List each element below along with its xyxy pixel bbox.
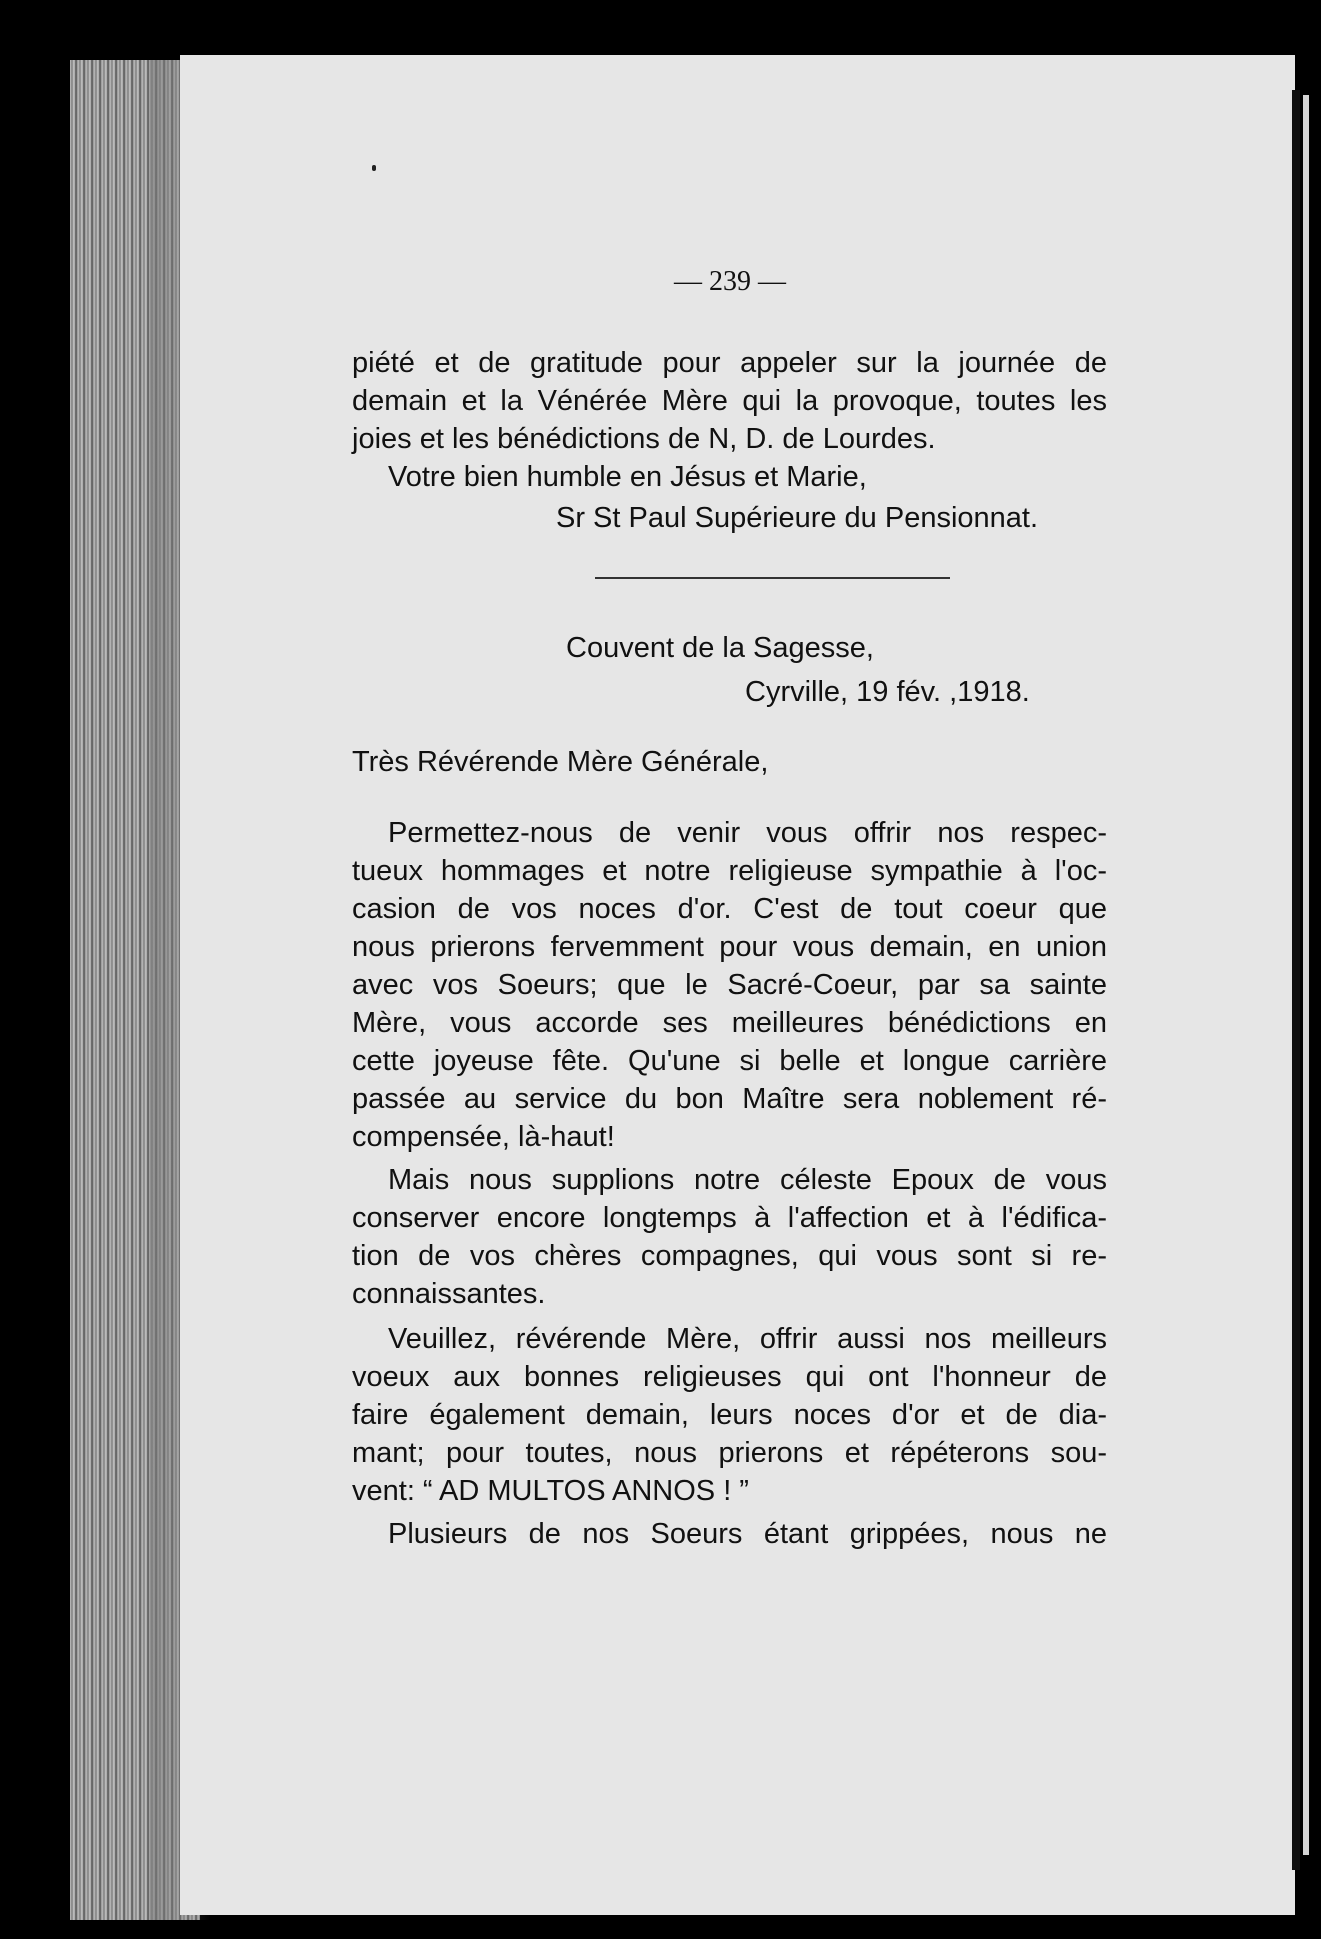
- text-line: Plusieurs de nos Soeurs étant grippées, nous ne: [388, 1518, 1107, 1550]
- text-line: conserver encore longtemps à l'affection et à l'édifica-: [352, 1202, 1107, 1234]
- text-line: Mère, vous accorde ses meilleures bénédictions en: [352, 1007, 1107, 1039]
- text-line: Permettez-nous de venir vous offrir nos respec-: [388, 817, 1107, 849]
- text-line: faire également demain, leurs noces d'or et de dia-: [352, 1399, 1107, 1431]
- text-line: mant; pour toutes, nous prierons et répéterons sou-: [352, 1437, 1107, 1469]
- page-number: — 239 —: [674, 266, 786, 297]
- letter-date: Cyrville, 19 fév. ,1918.: [745, 676, 1030, 708]
- text-line: tueux hommages et notre religieuse sympathie à l'oc-: [352, 855, 1107, 887]
- text-line: voeux aux bonnes religieuses qui ont l'honneur de: [352, 1361, 1107, 1393]
- text-line: nous prierons fervemment pour vous demain, en union: [352, 931, 1107, 963]
- text-line: Mais nous supplions notre céleste Epoux de vous: [388, 1164, 1107, 1196]
- text-line: connaissantes.: [352, 1278, 546, 1310]
- text-line: tion de vos chères compagnes, qui vous sont si re-: [352, 1240, 1107, 1272]
- text-line: passée au service du bon Maître sera noblement ré-: [352, 1083, 1107, 1115]
- salutation: Très Révérende Mère Générale,: [352, 746, 769, 778]
- text-line: piété et de gratitude pour appeler sur la journée de: [352, 347, 1107, 379]
- right-page-border: [1292, 90, 1300, 1870]
- closing-line: Votre bien humble en Jésus et Marie,: [388, 461, 867, 493]
- text-line: cette joyeuse fête. Qu'une si belle et longue carrière: [352, 1045, 1107, 1077]
- text-line: Veuillez, révérende Mère, offrir aussi nos meilleurs: [388, 1323, 1107, 1355]
- text-line: casion de vos noces d'or. C'est de tout coeur que: [352, 893, 1107, 925]
- text-line: avec vos Soeurs; que le Sacré-Coeur, par sa sainte: [352, 969, 1107, 1001]
- section-divider: [595, 577, 950, 579]
- letter-place: Couvent de la Sagesse,: [566, 632, 874, 664]
- signature: Sr St Paul Supérieure du Pensionnat.: [556, 502, 1039, 534]
- right-page-strip: [1303, 95, 1309, 1855]
- text-line: vent: “ AD MULTOS ANNOS ! ”: [352, 1475, 749, 1507]
- text-line: demain et la Vénérée Mère qui la provoque, toutes les: [352, 385, 1107, 417]
- text-line: joies et les bénédictions de N, D. de Lourdes.: [352, 423, 936, 455]
- specks: [372, 165, 376, 171]
- text-line: compensée, là-haut!: [352, 1121, 615, 1153]
